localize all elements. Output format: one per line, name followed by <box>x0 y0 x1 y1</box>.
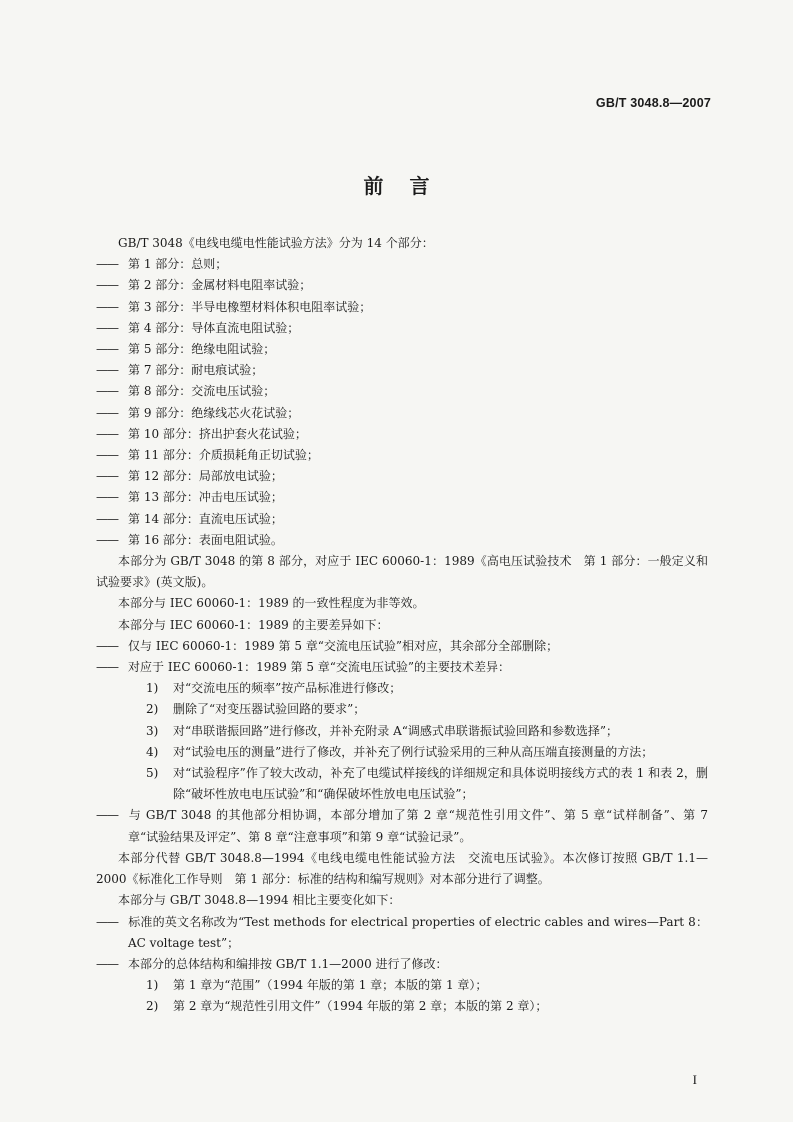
numbered-item: 2) 删除了“对变压器试验回路的要求”； <box>146 702 366 717</box>
list-item: —— 第 14 部分：直流电压试验； <box>96 509 708 530</box>
dash-mark: —— <box>96 532 118 547</box>
differences-intro: 本部分与 IEC 60060-1：1989 的主要差异如下： <box>118 617 389 632</box>
list-item: —— 第 3 部分：半导电橡塑材料体积电阻率试验； <box>96 297 708 318</box>
replacement-paragraph: 本部分代替 GB/T 3048.8—1994《电线电缆电性能试验方法 交流电压试验》。本次修订按照 GB/T 1.1—2000《标准化工作导则 第 1 部分：标准的结构和编写规则》对本部分进行了调整。 <box>96 850 708 887</box>
dash-mark: —— <box>96 299 118 314</box>
list-item: —— 第 12 部分：局部放电试验； <box>96 466 708 487</box>
list-item: —— 第 16 部分：表面电阻试验。 <box>96 530 708 551</box>
list-item: —— 第 2 部分：金属材料电阻率试验； <box>96 275 708 296</box>
dash-mark: —— <box>96 342 118 357</box>
list-item: —— 第 4 部分：导体直流电阻试验； <box>96 318 708 339</box>
dash-mark: —— <box>96 511 118 526</box>
changes-intro: 本部分与 GB/T 3048.8—1994 相比主要变化如下： <box>118 893 401 908</box>
list-item: —— 第 7 部分：耐电痕试验； <box>96 360 708 381</box>
dash-mark: —— <box>96 956 118 971</box>
dash-mark: —— <box>96 469 118 484</box>
list-item: —— 第 11 部分：介质损耗角正切试验； <box>96 445 708 466</box>
list-item: —— 本部分的总体结构和编排按 GB/T 1.1—2000 进行了修改： <box>96 954 708 975</box>
dash-mark: —— <box>96 490 118 505</box>
numbered-item: 4) 对“试验电压的测量”进行了修改，并补充了例行试验采用的三种从高压端直接测量的方法； <box>146 744 654 759</box>
dash-mark: —— <box>96 405 118 420</box>
dash-mark: —— <box>96 638 118 653</box>
dash-mark: —— <box>96 808 118 823</box>
list-item: —— 第 9 部分：绝缘线芯火花试验； <box>96 403 708 424</box>
page-number: I <box>692 1072 697 1087</box>
list-item: —— 第 8 部分：交流电压试验； <box>96 381 708 402</box>
page-title: 前言 <box>363 174 456 198</box>
standard-code: GB/T 3048.8—2007 <box>595 96 711 110</box>
intro-paragraph: GB/T 3048《电线电缆电性能试验方法》分为 14 个部分： <box>118 236 434 250</box>
dash-mark: —— <box>96 914 118 929</box>
list-item: —— 仅与 IEC 60060-1：1989 第 5 章“交流电压试验”相对应，其余部分全部删除； <box>96 636 708 657</box>
numbered-item: 5) 对“试验程序”作了较大改动，补充了电缆试样接线的详细规定和具体说明接线方式的表 1 和表 2，删除“破坏性放电电压试验”和“确保破坏性放电电压试验”； <box>146 766 708 802</box>
correspondence-paragraph: 本部分为 GB/T 3048 的第 8 部分，对应于 IEC 60060-1：1989《高电压试验技术 第 1 部分：一般定义和试验要求》(英文版)。 <box>96 554 708 590</box>
list-item: —— 第 1 部分：总则； <box>96 254 708 275</box>
parts-list <box>96 254 708 551</box>
technical-differences-list <box>96 678 708 805</box>
structure-changes-list <box>96 975 708 1017</box>
dash-mark: —— <box>96 384 118 399</box>
dash-mark: —— <box>96 363 118 378</box>
dash-mark: —— <box>96 660 118 675</box>
numbered-item: 2) 第 2 章为“规范性引用文件”（1994 年版的第 2 章；本版的第 2 章）； <box>146 999 548 1014</box>
list-item: —— 第 13 部分：冲击电压试验； <box>96 487 708 508</box>
numbered-item: 3) 对“串联谐振回路”进行修改，并补充附录 A“调感式串联谐振试验回路和参数选择”； <box>146 723 619 738</box>
dash-mark: —— <box>96 278 118 293</box>
list-item: —— 第 5 部分：绝缘电阻试验； <box>96 339 708 360</box>
list-item: —— 第 10 部分：挤出护套火花试验； <box>96 424 708 445</box>
dash-mark: —— <box>96 448 118 463</box>
numbered-item: 1) 对“交流电压的频率”按产品标准进行修改； <box>146 681 402 696</box>
list-item: —— 对应于 IEC 60060-1：1989 第 5 章“交流电压试验”的主要技术差异： <box>96 657 708 678</box>
dash-mark: —— <box>96 320 118 335</box>
numbered-item: 1) 第 1 章为“范围”（1994 年版的第 1 章；本版的第 1 章）； <box>146 978 488 993</box>
list-item: —— 与 GB/T 3048 的其他部分相协调，本部分增加了第 2 章“规范性引用文件”、第 5 章“试样制备”、第 7 章“试验结果及评定”、第 8 章“注意事项”和第 9 章“试验记录”。 <box>96 805 708 847</box>
list-item: —— 标准的英文名称改为“Test methods for electrical properties of electric cables and wires—Part 8：AC voltage test”； <box>96 912 708 954</box>
dash-mark: —— <box>96 426 118 441</box>
consistency-paragraph: 本部分与 IEC 60060-1：1989 的一致性程度为非等效。 <box>118 596 425 611</box>
foreword-body <box>96 233 708 1018</box>
dash-mark: —— <box>96 257 118 272</box>
